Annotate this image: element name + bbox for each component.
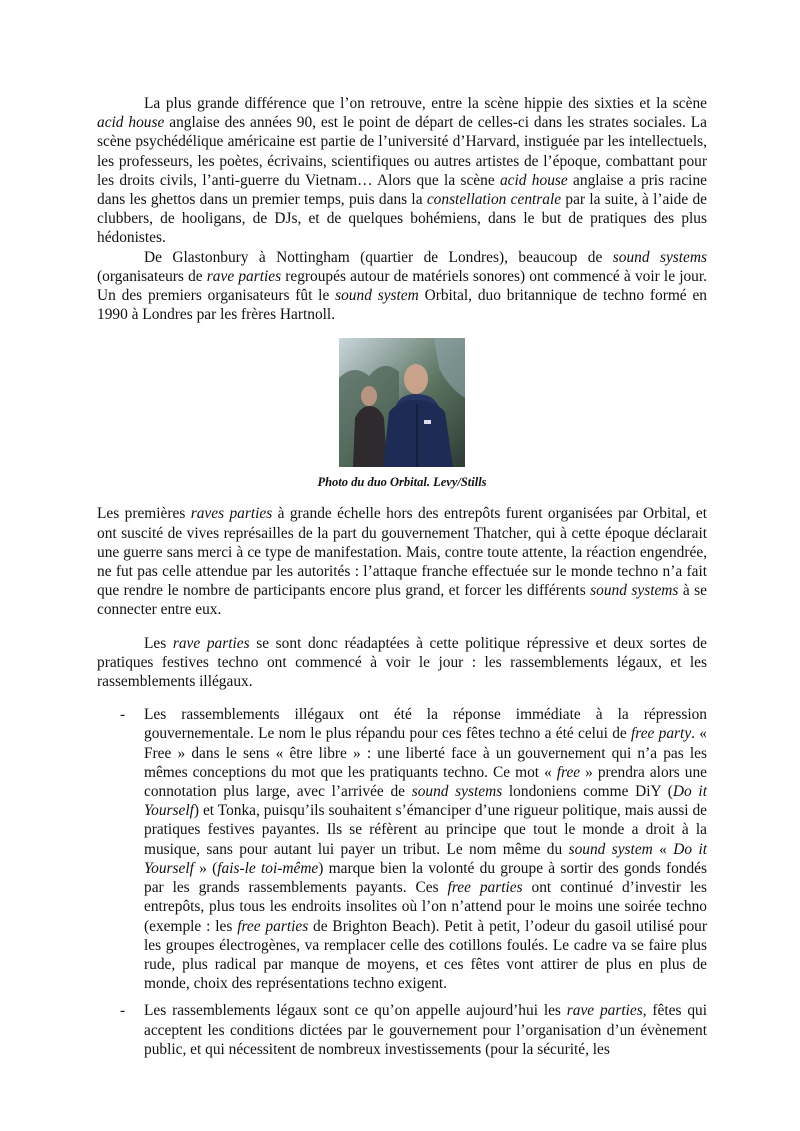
list-item-illegal: - Les rassemblements illégaux ont été la réponse immédiate à la répression gouvernementale. Le nom le plus répandu pour ces fêtes techno a été celui de free party. « Free » dans le sens « être libre » : une liberté face à un gouvernement qui n’a pas les mêmes conceptions du mot que les pratiquants techno. Ce mot « free » prendra alors une connotation plus large, avec l’arrivée de sound systems londoniens comme DiY (Do it Yourself) et Tonka, puisqu’ils souhaitent s’émanciper d’une rigueur politique, mais aussi de pratiques festives payantes. Ils se réfèrent au principe que tout le monde a droit à la musique, sans pour autant lui payer un tribut. Le nom même du sound system « Do it Yourself » (fais-le toi-même) marque bien la volonté du groupe à sortir des gonds fondés par les grands rassemblements payants. Ces free parties ont continué d’investir les entrepôts, plus tous les endroits insolites où l’on n’attend pour le moins une soirée techno (exemple : les free parties de Brighton Beach). Petit à petit, l’odeur du gasoil utilisé pour les groupes électrogènes, va remplacer celle des cotillons foulés. Le cadre va se faire plus rude, plus radical par manque de moyens, et ces fêtes vont attirer de plus en plus de monde, choix des représentations techno exigent. xyxy=(120,706,708,993)
right-person-jacket xyxy=(383,400,453,467)
paragraph-2: De Glastonbury à Nottingham (quartier de Londres), beaucoup de sound systems (organisateurs de rave parties regroupés autour de matériels sonores) ont commencé à voir le jour. Un des premiers organisateurs fût le sound system Orbital, duo britannique de techno formé en 1990 à Londres par les frères Hartnoll. xyxy=(97,248,707,324)
paragraph-1: La plus grande différence que l’on retrouve, entre la scène hippie des sixties et la scène acid house anglaise des années 90, est le point de départ de celles-ci dans les strates sociales. La scène psychédélique américaine est partie de l’université d’Harvard, instiguée par les intellectuels, les professeurs, les poètes, écrivains, scientifiques ou autres artistes de l’époque, combattant pour les droits civils, l’anti-guerre du Vietnam… Alors que la scène acid house anglaise a pris racine dans les ghettos dans un premier temps, puis dans la constellation centrale par la suite, à l’aide de clubbers, de hooligans, de DJs, et de quelques bohémiens, dans le but de pratiques des plus hédonistes. xyxy=(97,95,707,247)
photo-caption: Photo du duo Orbital. Levy/Stills xyxy=(317,475,487,490)
left-person-body xyxy=(353,406,387,467)
list-item-legal: - Les rassemblements légaux sont ce qu’on appelle aujourd’hui les rave parties, fêtes qui acceptent les conditions dictées par le gouvernement pour l’organisation d’un évènement public, et qui nécessitent de nombreux investissements (pour la sécurité, les xyxy=(120,1002,707,1058)
document-page xyxy=(97,94,707,1067)
right-person-head xyxy=(404,364,428,394)
paragraph-3: Les premières raves parties à grande échelle hors des entrepôts furent organisées par Orbital, et ont suscité de vives représailles de la part du gouvernement Thatcher, qui à cette époque déclarait une guerre sans merci à ce type de manifestation. Mais, contre toute attente, la réaction engendrée, ne fut pas celle attendue par les autorités : l’attaque franche effectuée sur le monde techno n’a fait que rendre le nombre de participants encore plus grand, et forcer les différents sound systems à se connecter entre eux. xyxy=(97,505,708,619)
gathering-types-list xyxy=(97,705,707,1059)
list-bullet: - xyxy=(120,706,126,724)
orbital-duo-photo xyxy=(339,338,465,467)
left-person-head xyxy=(361,386,377,406)
paragraph-4: Les rave parties se sont donc réadaptées à cette politique répressive et deux sortes de pratiques festives techno ont commencé à voir le jour : les rassemblements légaux, et les rassemblements illégaux. xyxy=(97,634,707,691)
jacket-badge xyxy=(424,420,431,424)
list-bullet: - xyxy=(120,1002,126,1020)
orbital-photo-figure xyxy=(97,338,707,490)
